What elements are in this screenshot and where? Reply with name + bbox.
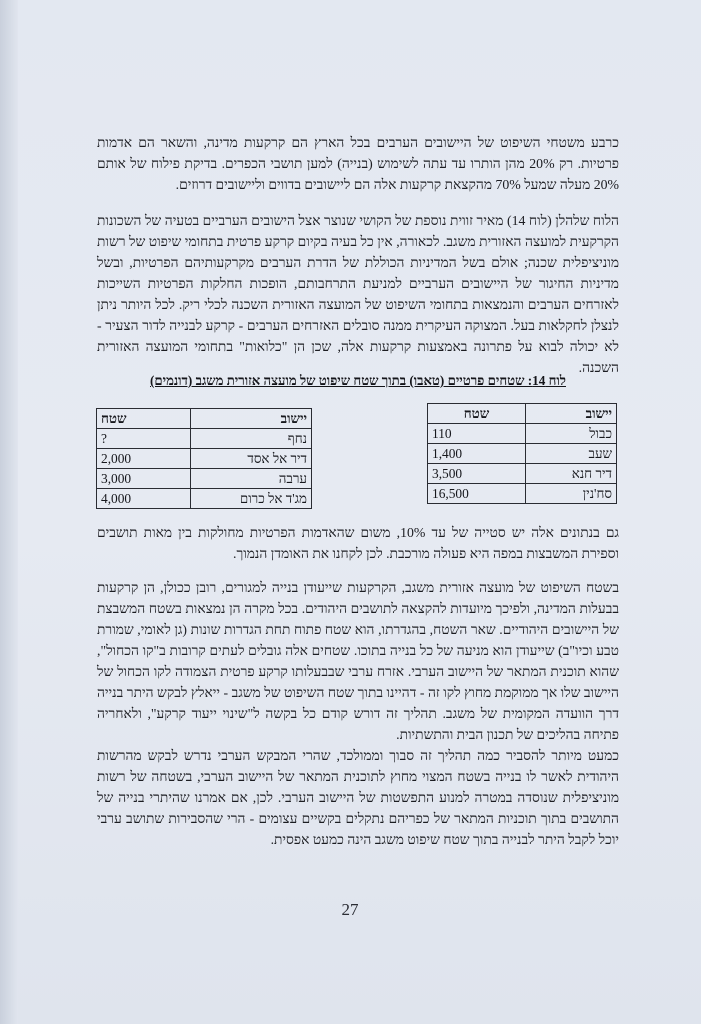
settlement-cell: שעב — [526, 444, 617, 464]
column-header-settlement: יישוב — [526, 404, 617, 424]
area-cell: 3,500 — [428, 464, 526, 484]
table-header-row — [428, 404, 617, 424]
table-row — [97, 449, 312, 469]
settlement-cell: דיר אל אסד — [191, 449, 312, 469]
area-cell: 1,400 — [428, 444, 526, 464]
settlement-area-table-left — [96, 408, 312, 509]
area-cell: 3,000 — [97, 469, 191, 489]
column-header-area: שטח — [428, 404, 526, 424]
table-row — [428, 464, 617, 484]
settlement-cell: נחף — [191, 429, 312, 449]
settlement-cell: כבול — [526, 424, 617, 444]
settlement-cell: ערבה — [191, 469, 312, 489]
table-row — [97, 489, 312, 509]
area-cell: ? — [97, 429, 191, 449]
table-row — [97, 469, 312, 489]
paragraph-4: בשטח השיפוט של מועצה אזורית משגב, הקרקעות שייעודן בנייה למגורים, רובן ככולן, הן קרקעות בבעלות המדינה, ולפיכך מיועדות להקצאה לתושבים היהודים. בכל מקרה הן נמצאות בשטח המשבצת של היישובים היהודיים. שאר השטח, בהגדרתו, הוא שטח פתוח תחת הגדרות שונות (גן לאומי, שמורת טבע וכיו"ב) שייעודן הוא מניעה של כל בנייה בתוכו. שטחים אלה גובלים לעתים קרובות ב"קו הכחול", שהוא תוכנית המתאר של היישוב הערבי. אזרח ערבי שבבעלותו קרקע פרטית הצמודה לקו הכחול של היישוב שלו אך ממוקמת מחוץ לקו זה - דהיינו בתוך שטח השיפוט של משגב - ייאלץ לבקש היתר בנייה דרך הוועדה המקומית של משגב. תהליך זה דורש קודם כל בקשה ל"שינוי ייעוד קרקע", ולאחריה פתיחה בהליכים של תכנון הבית והתשתיות. — [97, 580, 619, 742]
settlement-cell: מג'ד אל כרום — [191, 489, 312, 509]
area-cell: 2,000 — [97, 449, 191, 469]
page-number: 27 — [341, 900, 359, 919]
page-edge-shadow — [0, 0, 18, 1024]
table-row — [428, 444, 617, 464]
settlement-cell: דיר חנא — [526, 464, 617, 484]
paragraph-3: גם בנתונים אלה יש סטייה של עד 10%, משום שהאדמות הפרטיות מחולקות בין מאות תושבים וספירת המשבצות במפה היא פעולה מורכבת. לכן לקחנו את האומדן הנמוך. — [97, 525, 619, 561]
paragraph-2: הלוח שלהלן (לוח 14) מאיר זווית נוספת של הקושי שנוצר אצל הישובים הערביים בטעיה של השכונות הקרקעית למועצה האזורית משגב. לכאורה, אין כל בעיה בקיום קרקע פרטית בתחומי שיפוט של רשות מוניציפלית שכנה; אולם בשל המדיניות הכוללת של הדרת הערבים מקרקעותיהם הפרטיות, ובשל מדיניות החיגור של היישובים הערביים למניעת התרחבותם, הופכות החלקות הפרטיות השייכות לאזרחים הערבים והנמצאות בתחומי השיפוט של המועצה האזורית השכנה לכלי ריק. לכל היותר ניתן לנצלן לחקלאות בעל. המצוקה העיקרית ממנה סובלים האזרחים הערבים - קרקע לבנייה לדור הצעיר - לא יכולה לבוא על פתרונה באמצעות קרקעות אלה, שכן הן "כלואות" בתחומי המועצה האזורית השכנה. — [97, 213, 619, 375]
settlement-cell: סח'נין — [526, 484, 617, 504]
paragraph-5: כמעט מיותר להסביר כמה תהליך זה סבוך וממולכד, שהרי המבקש הערבי נדרש לבקש מהרשות היהודית לאשר לו בנייה בשטח המצוי מחוץ לתוכנית המתאר של היישוב הערבי, בשטחה של רשות מוניציפלית שנוסדה במטרה למנוע התפשטות של היישוב הערבי. לכן, אם אמרנו שהיתרי בנייה של התושבים בתוך תוכניות המתאר של כפריהם נתקלים בקשיים עצומים - הרי שהסבירות שתושב ערבי יוכל לקבל היתר לבנייה בתוך שטח שיפוט משגב הינה כמעט אפסית. — [97, 748, 619, 847]
table-caption: לוח 14: שטחים פרטיים (טאבו) בתוך שטח שיפוט של מועצה אזורית משגב (דונמים) — [150, 373, 566, 388]
paragraph-1: כרבע משטחי השיפוט של היישובים הערבים בכל הארץ הם קרקעות מדינה, והשאר הם אדמות פרטיות. רק 20% מהן הותרו עד עתה לשימוש (בנייה) למען תושבי הכפרים. בדיקת פילוח של אותם 20% מעלה שמעל 70% מהקצאת קרקעות אלה הם ליישובים בדווים וליישובים דרוזים. — [97, 135, 619, 192]
area-cell: 110 — [428, 424, 526, 444]
settlement-area-table-right — [427, 403, 617, 504]
column-header-area: שטח — [97, 409, 191, 429]
table-row — [97, 429, 312, 449]
column-header-settlement: יישוב — [191, 409, 312, 429]
area-cell: 4,000 — [97, 489, 191, 509]
table-row — [428, 484, 617, 504]
table-header-row — [97, 409, 312, 429]
table-row — [428, 424, 617, 444]
area-cell: 16,500 — [428, 484, 526, 504]
